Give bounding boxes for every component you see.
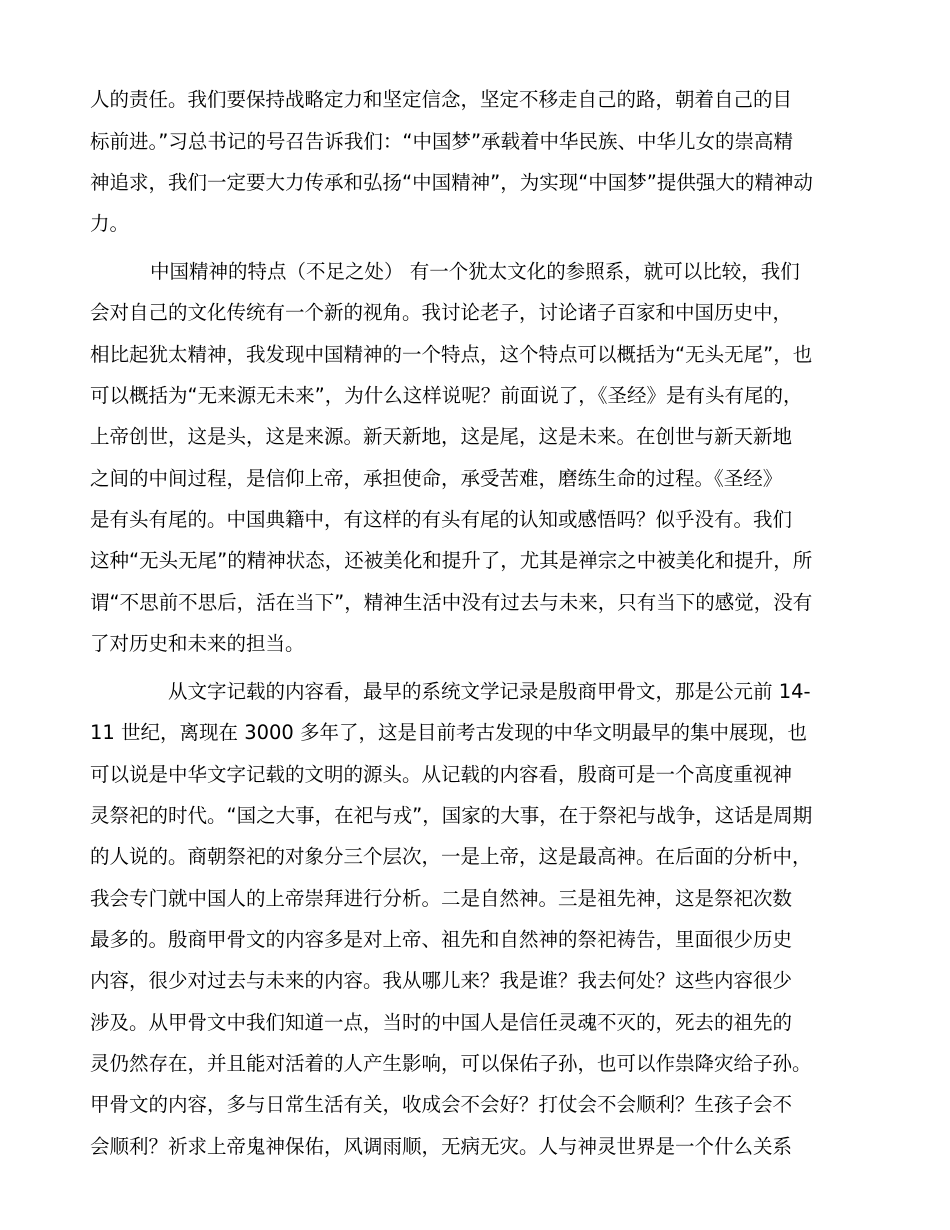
paragraph-2-line-6: 之间的中间过程，是信仰上帝，承担使命，承受苦难，磨练生命的过程。《圣经》 [90, 467, 783, 490]
paragraph-2-line-9: 谓“不思前不思后，活在当下”，精神生活中没有过去与未来，只有当下的感觉，没有 [90, 591, 813, 614]
paragraph-3-line-5: 的人说的。商朝祭祀的对象分三个层次，一是上帝，这是最高神。在后面的分析中， [90, 845, 812, 868]
paragraph-2-line-2: 会对自己的文化传统有一个新的视角。我讨论老子，讨论诸子百家和中国历史中， [90, 301, 793, 324]
paragraph-2-line-7: 是有头有尾的。中国典籍中，有这样的有头有尾的认知或感悟吗？似乎没有。我们 [90, 508, 793, 531]
paragraph-3-line-8: 内容，很少对过去与未来的内容。我从哪儿来？我是谁？我去何处？这些内容很少 [90, 969, 793, 992]
paragraph-3-line-4: 灵祭祀的时代。“国之大事，在祀与戎”，国家的大事，在于祭祀与战争，这话是周期 [90, 804, 813, 827]
paragraph-1-line-3: 神追求，我们一定要大力传承和弘扬“中国精神”，为实现“中国梦”提供强大的精神动 [90, 171, 813, 194]
paragraph-2-line-10: 了对历史和未来的担当。 [90, 632, 305, 655]
paragraph-3-line-7: 最多的。殷商甲骨文的内容多是对上帝、祖先和自然神的祭祀祷告，里面很少历史 [90, 928, 793, 951]
paragraph-2-line-3: 相比起犹太精神，我发现中国精神的一个特点，这个特点可以概括为“无头无尾”，也 [90, 343, 813, 366]
paragraph-3-line-10: 灵仍然存在，并且能对活着的人产生影响，可以保佑子孙，也可以作祟降灾给子孙。 [90, 1052, 812, 1075]
paragraph-2-line-1: 中国精神的特点（不足之处） 有一个犹太文化的参照系，就可以比较，我们 [150, 260, 800, 283]
paragraph-2-line-5: 上帝创世，这是头，这是来源。新天新地，这是尾，这是未来。在创世与新天新地 [90, 425, 793, 448]
paragraph-3-line-2: 11 世纪，离现在 3000 多年了，这是目前考古发现的中华文明最早的集中展现，也 [90, 721, 808, 744]
paragraph-3-line-1: 从文字记载的内容看，最早的系统文学记录是殷商甲骨文，那是公元前 14- [168, 680, 811, 703]
paragraph-3-line-9: 涉及。从甲骨文中我们知道一点，当时的中国人是信任灵魂不灭的，死去的祖先的 [90, 1011, 793, 1034]
paragraph-1-line-4: 力。 [90, 212, 130, 235]
paragraph-2-line-8: 这种“无头无尾”的精神状态，还被美化和提升了，尤其是禅宗之中被美化和提升，所 [90, 549, 813, 572]
paragraph-1-line-1: 人的责任。我们要保持战略定力和坚定信念，坚定不移走自己的路，朝着自己的目 [90, 88, 793, 111]
paragraph-3-line-11: 甲骨文的内容，多与日常生活有关，收成会不会好？打仗会不会顺利？生孩子会不 [90, 1093, 793, 1116]
paragraph-3-line-3: 可以说是中华文字记载的文明的源头。从记载的内容看，殷商可是一个高度重视神 [90, 763, 793, 786]
paragraph-1-line-2: 标前进。”习总书记的号召告诉我们：“中国梦”承载着中华民族、中华儿女的崇高精 [90, 130, 794, 153]
paragraph-3-line-6: 我会专门就中国人的上帝崇拜进行分析。二是自然神。三是祖先神，这是祭祀次数 [90, 887, 793, 910]
paragraph-2-line-4: 可以概括为“无来源无未来”，为什么这样说呢？前面说了，《圣经》是有头有尾的， [90, 384, 803, 407]
paragraph-3-line-12: 会顺利？祈求上帝鬼神保佑，风调雨顺，无病无灾。人与神灵世界是一个什么关系 [90, 1135, 793, 1158]
